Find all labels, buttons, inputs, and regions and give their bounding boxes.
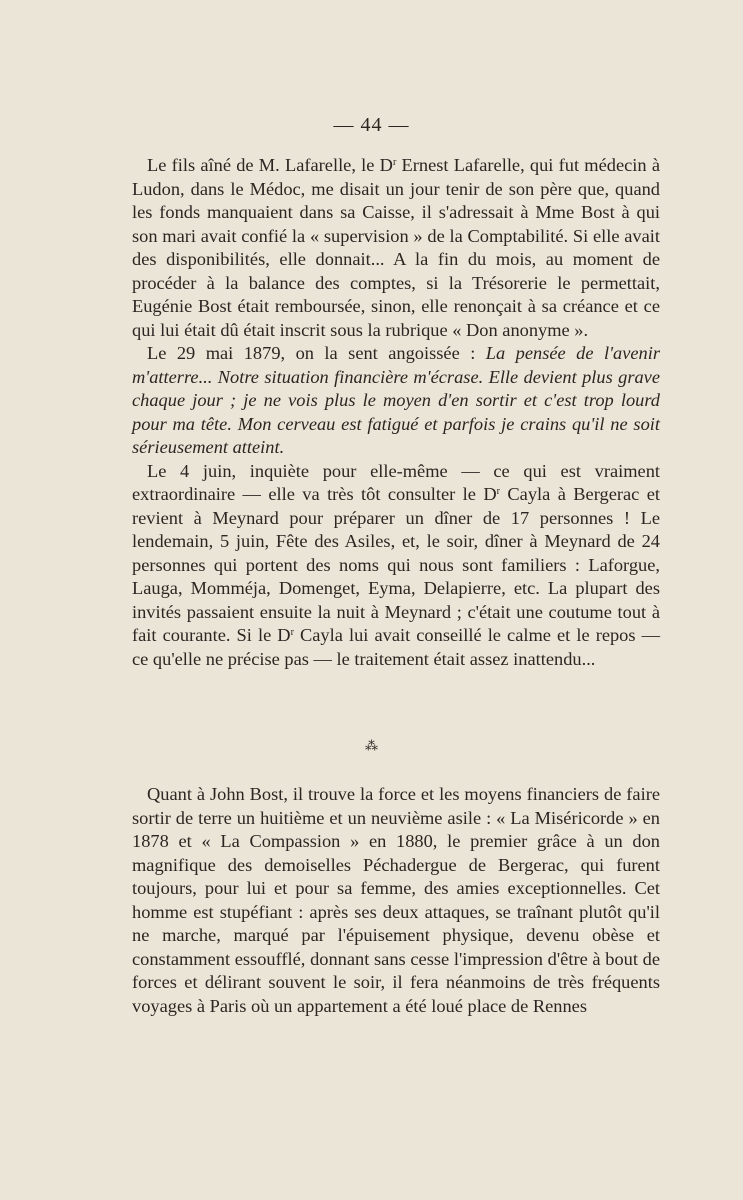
paragraph-text: Ernest Lafarelle, qui fut médecin à Ludon, dans le Médoc, me disait un jour tenir de son père que, quand les fonds manquaient dans sa Caisse, il s'adressait à Mme Bost à qui son mari avait confié la « supervision » de la Comptabilité. Si elle avait des disponibilités, elle donnait... A la fin du mois, au moment de procéder à la balance des comptes, si la Trésorerie le permettait, Eugénie Bost était remboursée, sinon, elle renonçait à sa créance et ce qui lui était dû était inscrit sous la rubrique « Don anonyme ». [132,155,660,340]
paragraph-text: Cayla lui avait conseillé le calme et le repos — ce qu'elle ne précise pas — le traitement était assez inattendu... [132,625,660,669]
paragraph-29-mai [132,342,660,460]
paragraph-lafarelle [132,154,660,342]
paragraph-john-bost: Quant à John Bost, il trouve la force et les moyens financiers de faire sortir de terre un huitième et un neuvième asile : « La Miséricorde » en 1878 et « La Compassion » en 1880, le premier grâce à un don magnifique des demoiselles Péchadergue de Bergerac, qui furent toujours, pour lui et pour sa femme, des amies exceptionnelles. Cet homme est stupéfiant : après ses deux attaques, se traînant plutôt qu'il ne marche, marqué par l'épuisement physique, devenu obèse et constamment essoufflé, donnant sans cesse l'impression d'être à bout de forces et délirant souvent le soir, il fera néanmoins de très fréquents voyages à Paris où un appartement a été loué place de Rennes [132,784,660,1016]
italic-quote: La pensée de l'avenir m'atterre... Notre situation financière m'écrase. Elle devient plus grave chaque jour ; je ne vois plus le moyen d'en sortir et c'est trop lourd pour ma tête. Mon cerveau est fatigué et parfois je crains qu'il ne soit sérieusement atteint. [132,343,660,457]
paragraph-text: Le fils aîné de M. Lafarelle, le D [147,155,393,175]
doctor-superscript: r [496,486,500,497]
text-block-upper [132,154,660,671]
text-block-lower [132,783,660,1018]
paragraph-text: Le 4 juin, inquiète pour elle-même — ce qui est vraiment extraordinaire — elle va très tôt consulter le D [132,460,660,504]
page-number: — 44 — [333,114,410,136]
section-separator-asterism: ⁂ [365,738,378,753]
doctor-superscript: r [392,157,397,168]
paragraph-text: Cayla à Bergerac et revient à Meynard pour préparer un dîner de 17 personnes ! Le lendemain, 5 juin, Fête des Asiles, et, le soir, dîner à Meynard de 24 personnes qui portent des noms qui nous sont familiers : Laforgue, Lauga, Momméja, Domenget, Eyma, Delapierre, etc. La plupart des invités passaient ensuite la nuit à Meynard ; c'était une coutume tout à fait courante. Si le D [132,484,660,645]
doctor-superscript: r [290,627,294,638]
paragraph-4-juin [132,460,660,672]
paragraph-text: Le 29 mai 1879, on la sent angoissée : [147,343,486,363]
